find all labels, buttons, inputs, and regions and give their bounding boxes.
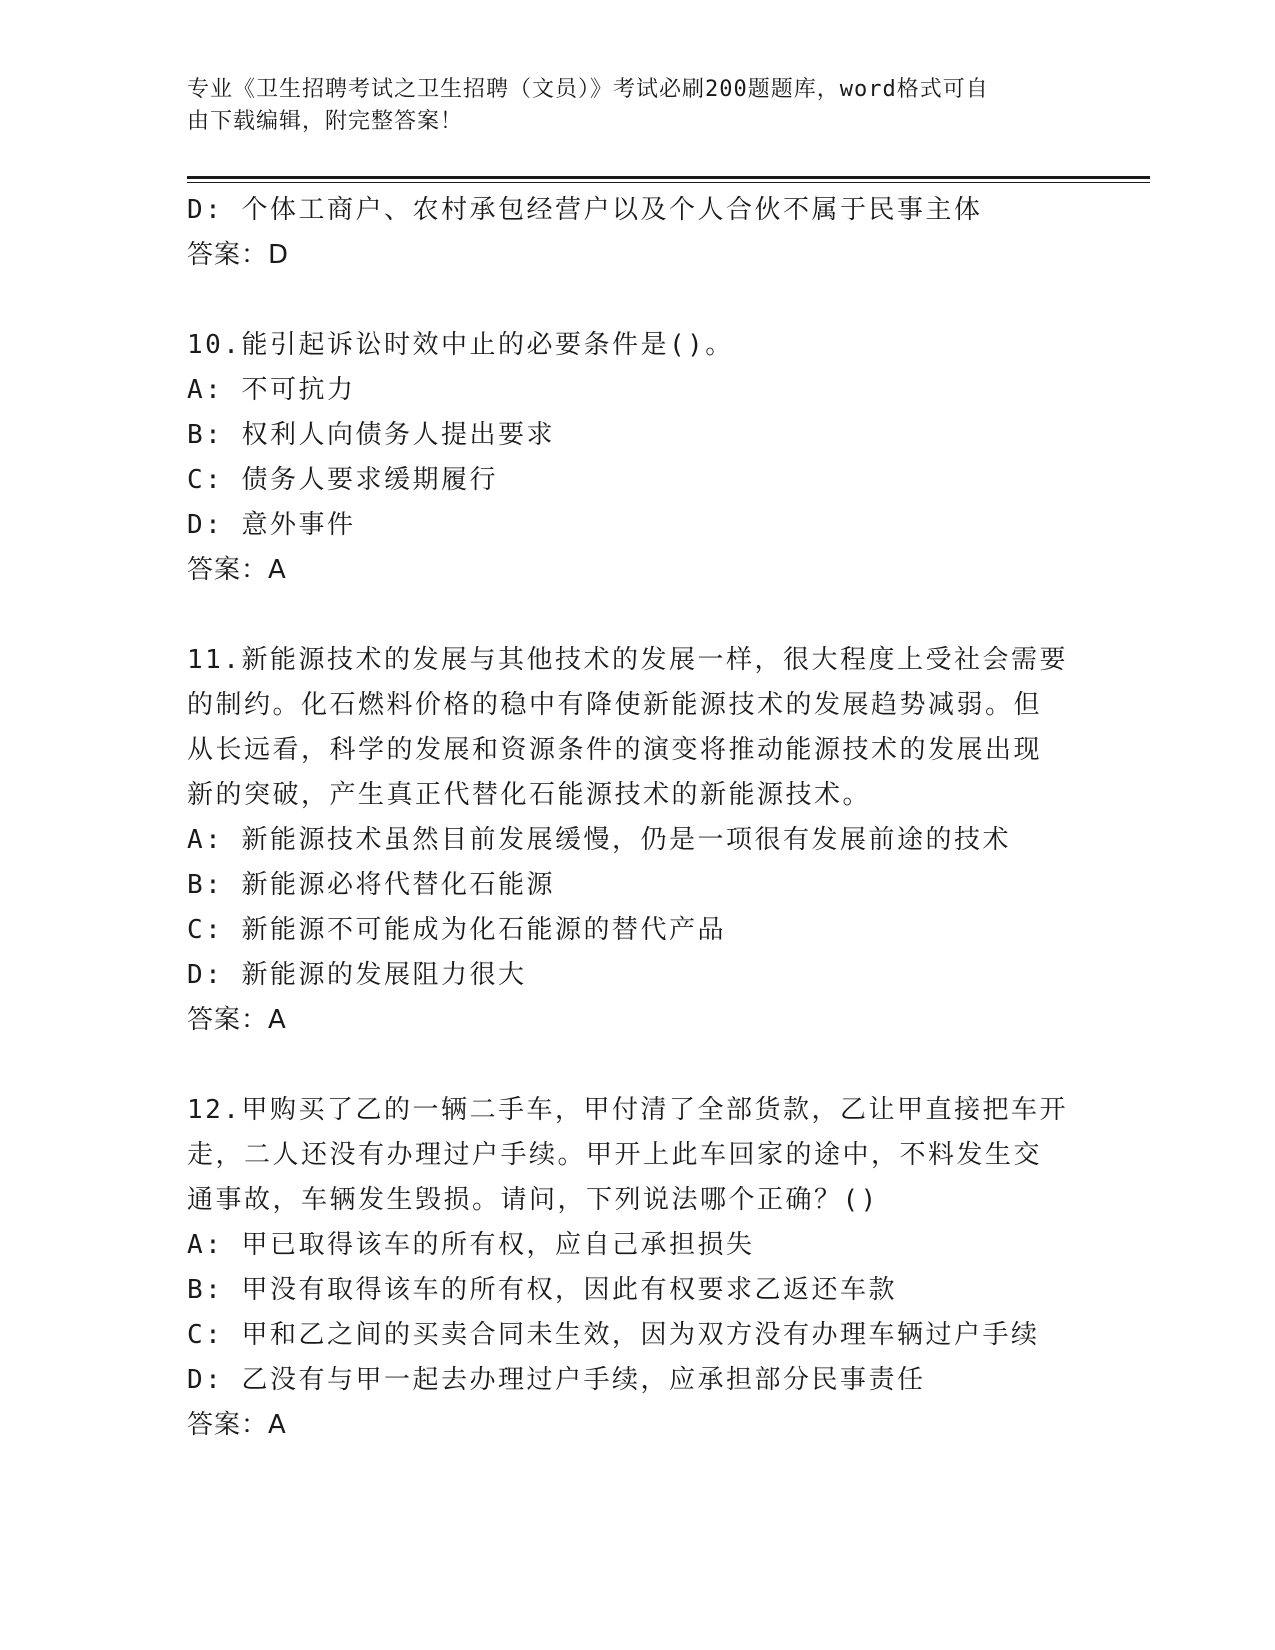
question-stem-line: 的制约。化石燃料价格的稳中有降使新能源技术的发展趋势减弱。但 <box>187 690 1043 720</box>
header-line-2: 由下载编辑，附完整答案！ <box>187 109 464 134</box>
option-a: A: 新能源技术虽然目前发展缓慢，仍是一项很有发展前途的技术 <box>187 825 1011 855</box>
question-stem-line: 12.甲购买了乙的一辆二手车，甲付清了全部货款，乙让甲直接把车开 <box>187 1095 1068 1125</box>
option-b: B: 甲没有取得该车的所有权，因此有权要求乙返还车款 <box>187 1275 897 1305</box>
prev-question-tail <box>187 188 1087 278</box>
header-rule-thin <box>187 182 1150 183</box>
header-line-1: 专业《卫生招聘考试之卫生招聘（文员）》考试必刷200题题库，word格式可自 <box>187 77 989 102</box>
option-d: D: 个体工商户、农村承包经营户以及个人合伙不属于民事主体 <box>187 195 983 225</box>
option-d: D: 意外事件 <box>187 510 356 540</box>
answer-line: 答案：D <box>187 240 290 270</box>
question-stem-line: 从长远看，科学的发展和资源条件的演变将推动能源技术的发展出现 <box>187 735 1043 765</box>
spacer <box>187 593 1087 638</box>
answer-line: 答案：A <box>187 1005 287 1035</box>
question-11 <box>187 638 1087 1043</box>
document-header <box>187 74 1067 138</box>
answer-line: 答案：A <box>187 1410 287 1440</box>
option-d: D: 新能源的发展阻力很大 <box>187 960 527 990</box>
question-stem-line: 10.能引起诉讼时效中止的必要条件是()。 <box>187 330 734 360</box>
option-a: A: 甲已取得该车的所有权，应自己承担损失 <box>187 1230 755 1260</box>
header-rule-thick <box>187 176 1150 179</box>
spacer <box>187 278 1087 323</box>
question-stem-line: 11.新能源技术的发展与其他技术的发展一样，很大程度上受社会需要 <box>187 645 1068 675</box>
answer-line: 答案：A <box>187 555 287 585</box>
question-12 <box>187 1088 1087 1448</box>
document-body <box>187 188 1087 1448</box>
option-a: A: 不可抗力 <box>187 375 356 405</box>
question-stem-line: 通事故，车辆发生毁损。请问，下列说法哪个正确？() <box>187 1185 879 1215</box>
option-b: B: 权利人向债务人提出要求 <box>187 420 555 450</box>
question-stem-line: 新的突破，产生真正代替化石能源技术的新能源技术。 <box>187 780 872 810</box>
option-b: B: 新能源必将代替化石能源 <box>187 870 555 900</box>
question-10 <box>187 323 1087 593</box>
spacer <box>187 1043 1087 1088</box>
question-stem-line: 走，二人还没有办理过户手续。甲开上此车回家的途中，不料发生交 <box>187 1140 1043 1170</box>
option-c: C: 新能源不可能成为化石能源的替代产品 <box>187 915 726 945</box>
option-c: C: 甲和乙之间的买卖合同未生效，因为双方没有办理车辆过户手续 <box>187 1320 1040 1350</box>
option-c: C: 债务人要求缓期履行 <box>187 465 498 495</box>
option-d: D: 乙没有与甲一起去办理过户手续，应承担部分民事责任 <box>187 1365 926 1395</box>
